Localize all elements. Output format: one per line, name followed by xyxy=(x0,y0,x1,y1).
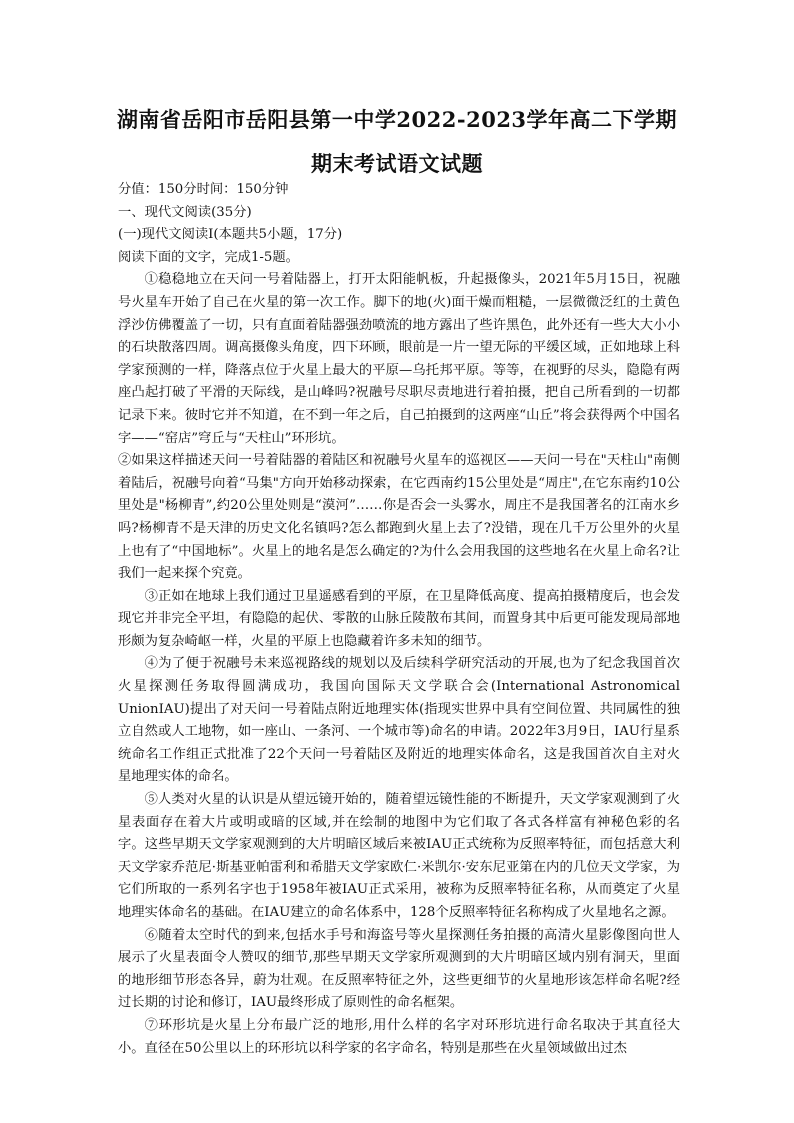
paragraph-2: ②如果这样描述天问一号着陆器的着陆区和祝融号火星车的巡视区——天问一号在"天柱山"南侧着陆后，祝融号向着“马集"方向开始移动探索，在它西南约15公里处是“周庄",在它东南约10公里处是"杨柳青”,约20公里处则是“漠河”……你是否会一头雾水，周庄不是我国著名的江南水乡吗?杨柳青不是天津的历史文化名镇吗?怎么都跑到火星上去了?没错，现在几千万公里外的火星上也有了“中国地标”。火星上的地名是怎么确定的?为什么会用我国的这些地名在火星上命名?让我们一起来探个究竟。 xyxy=(118,453,680,582)
paragraph-6: ⑥随着太空时代的到来,包括水手号和海盗号等火星探测任务拍摄的高清火星影像图向世人展示了火星表面令人赞叹的细节,那些早期天文学家所观测到的大片明暗区域内别有洞天，里面的地形细节形态各异，蔚为壮观。在反照率特征之外，这些更细节的火星地形该怎样命名呢?经过长期的讨论和修订，IAU最终形成了原则性的命名框架。 xyxy=(118,927,680,1011)
document-title-line-2: 期末考试语文试题 xyxy=(311,151,483,176)
reading-instruction: 阅读下面的文字，完成1-5题。 xyxy=(118,249,299,265)
document-body xyxy=(118,179,680,1060)
paragraph-3: ③正如在地球上我们通过卫星遥感看到的平原，在卫星降低高度、提高拍摄精度后，也会发现它并非完全平坦，有隐隐的起伏、零散的山脉丘陵散布其间，而置身其中后更可能发现局部地形颇为复杂崎岖一样，火星的平原上也隐藏着许多未知的细节。 xyxy=(118,588,680,649)
paragraph-7: ⑦环形坑是火星上分布最广泛的地形,用什么样的名字对环形坑进行命名取决于其直径大小。直径在50公里以上的环形坑以科学家的名字命名，特别是那些在火星领域做出过杰 xyxy=(118,1017,680,1056)
document-title-line-1: 湖南省岳阳市岳阳县第一中学2022-2023学年高二下学期 xyxy=(116,107,678,132)
exam-meta: 分值：150分时间：150分钟 xyxy=(118,182,289,197)
paragraph-1: ①稳稳地立在天问一号着陆器上，打开太阳能帆板，升起摄像头，2021年5月15日，祝融号火星车开始了自己在火星的第一次工作。脚下的地(火)面干燥而粗糙，一层微微泛红的土黄色浮沙仿佛覆盖了一切，只有直面着陆器强劲喷流的地方露出了些许黑色，此外还有一些大大小小的石块散落四周。调高摄像头角度，四下环顾，眼前是一片一望无际的平缓区域，正如地球上科学家预测的一样，降落点位于火星上最大的平原—乌托邦平原。等等，在视野的尽头，隐隐有两座凸起打破了平滑的天际线，是山峰吗?祝融号尽职尽责地进行着拍摄，把自己所看到的一切都记录下来。彼时它并不知道，在不到一年之后，自己拍摄到的这两座“山丘”将会获得两个中国名字——“窑店”穹丘与“天柱山”环形坑。 xyxy=(118,272,680,446)
subsection-heading: (一)现代文阅读Ⅰ(本题共5小题，17分) xyxy=(118,227,343,243)
section-heading: 一、现代文阅读(35分) xyxy=(118,204,252,220)
paragraph-4: ④为了便于祝融号未来巡视路线的规划以及后续科学研究活动的开展,也为了纪念我国首次火星探测任务取得圆满成功，我国向国际天文学联合会(International Astronomical UnionIAU)提出了对天问一号着陆点附近地理实体(指现实世界中具有空间位置、共同属性的独立自然或人工地物，如一座山、一条河、一个城市等)命名的申请。2022年3月9日，IAU行星系统命名工作组正式批准了22个天问一号着陆区及附近的地理实体命名，这是我国首次自主对火星地理实体的命名。 xyxy=(118,656,680,785)
paragraph-5: ⑤人类对火星的认识是从望远镜开始的，随着望远镜性能的不断提升，天文学家观测到了火星表面存在着大片或明或暗的区域,并在绘制的地图中为它们取了各式各样富有神秘色彩的名字。这些早期天文学家观测到的大片明暗区域后来被IAU正式统称为反照率特征，而包括意大利天文学家乔范尼·斯基亚帕雷利和希腊天文学家欧仁·米凯尔·安东尼亚第在内的几位天文学家，为它们所取的一系列名字也于1958年被IAU正式采用，被称为反照率特征名称，从而奠定了火星地理实体命名的基础。在IAU建立的命名体系中，128个反照率特征名称构成了火星地名之源。 xyxy=(118,792,680,920)
